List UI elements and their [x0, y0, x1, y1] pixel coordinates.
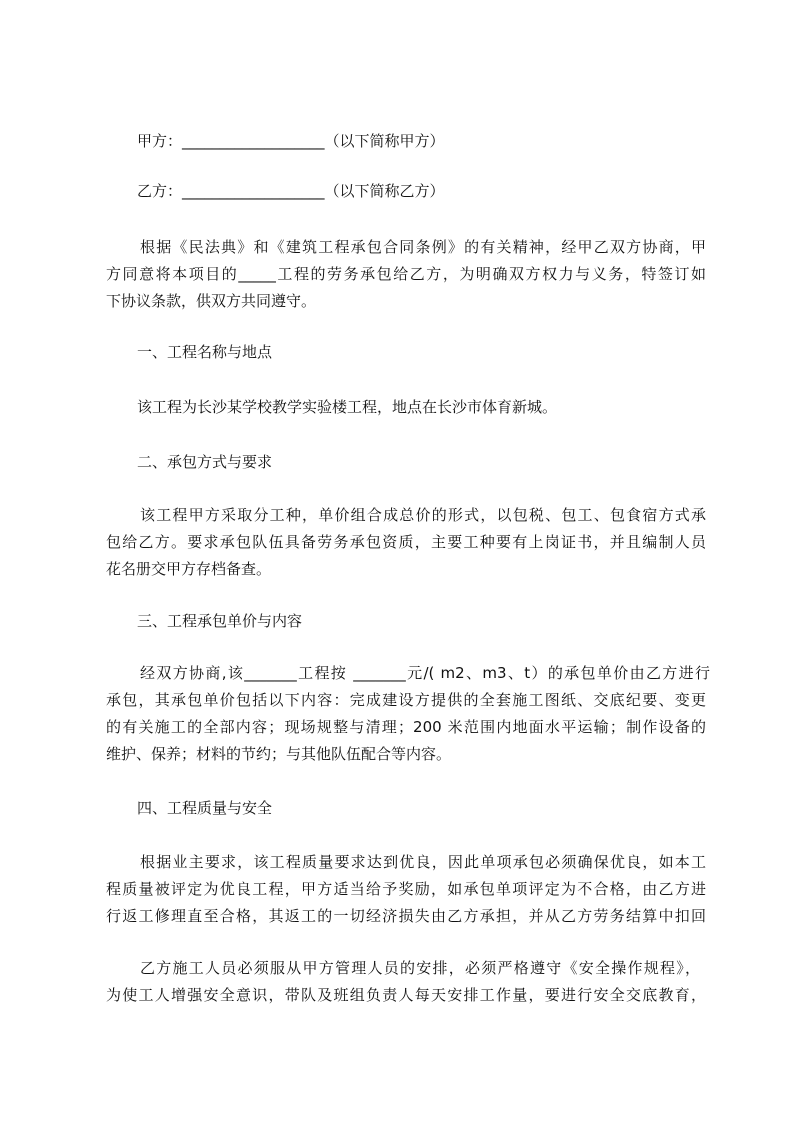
- section-4-line: 根据业主要求，该工程质量要求达到优良，因此单项承包必须确保优良，如本工: [140, 853, 706, 871]
- preamble-line: 方同意将本项目的_____工程的劳务承包给乙方，为明确双方权力与义务，特签订如: [106, 265, 706, 283]
- section-3-line: 维护、保养；材料的节约；与其他队伍配合等内容。: [106, 745, 452, 763]
- section-heading: 二、承包方式与要求: [137, 453, 273, 471]
- party-a-line: 甲方：___________________（以下简称甲方）: [137, 132, 445, 150]
- section-2-line: 包给乙方。要求承包队伍具备劳务承包资质，主要工种要有上岗证书，并且编制人员: [106, 533, 706, 551]
- section-3-line: 的有关施工的全部内容；现场规整与清理；200 米范围内地面水平运输；制作设备的: [106, 718, 706, 736]
- preamble-line: 根据《民法典》和《建筑工程承包合同条例》的有关精神，经甲乙双方协商，甲: [140, 238, 706, 256]
- section-heading: 一、工程名称与地点: [137, 343, 273, 361]
- section-4-line: 乙方施工人员必须服从甲方管理人员的安排，必须严格遵守《安全操作规程》，: [140, 959, 700, 977]
- section-3-line: 经双方协商,该_______工程按 _______元/( m2、m3、t）的承包单价由乙方进行: [140, 664, 710, 682]
- section-heading: 三、工程承包单价与内容: [137, 612, 303, 630]
- section-2-line: 花名册交甲方存档备查。: [106, 560, 272, 578]
- section-2-line: 该工程甲方采取分工种，单价组合成总价的形式，以包税、包工、包食宿方式承: [140, 506, 706, 524]
- section-4-line: 行返工修理直至合格，其返工的一切经济损失由乙方承担，并从乙方劳务结算中扣回: [106, 907, 706, 925]
- party-b-line: 乙方：___________________（以下简称乙方）: [137, 182, 445, 200]
- section-4-line: 程质量被评定为优良工程，甲方适当给予奖励，如承包单项评定为不合格，由乙方进: [106, 880, 706, 898]
- section-1-line: 该工程为长沙某学校教学实验楼工程，地点在长沙市体育新城。: [137, 398, 558, 416]
- section-3-line: 承包，其承包单价包括以下内容：完成建设方提供的全套施工图纸、交底纪要、变更: [106, 691, 706, 709]
- section-heading: 四、工程质量与安全: [137, 799, 273, 817]
- section-4-line: 为使工人增强安全意识，带队及班组负责人每天安排工作量，要进行安全交底教育，: [106, 986, 706, 1004]
- preamble-line: 下协议条款，供双方共同遵守。: [106, 292, 317, 310]
